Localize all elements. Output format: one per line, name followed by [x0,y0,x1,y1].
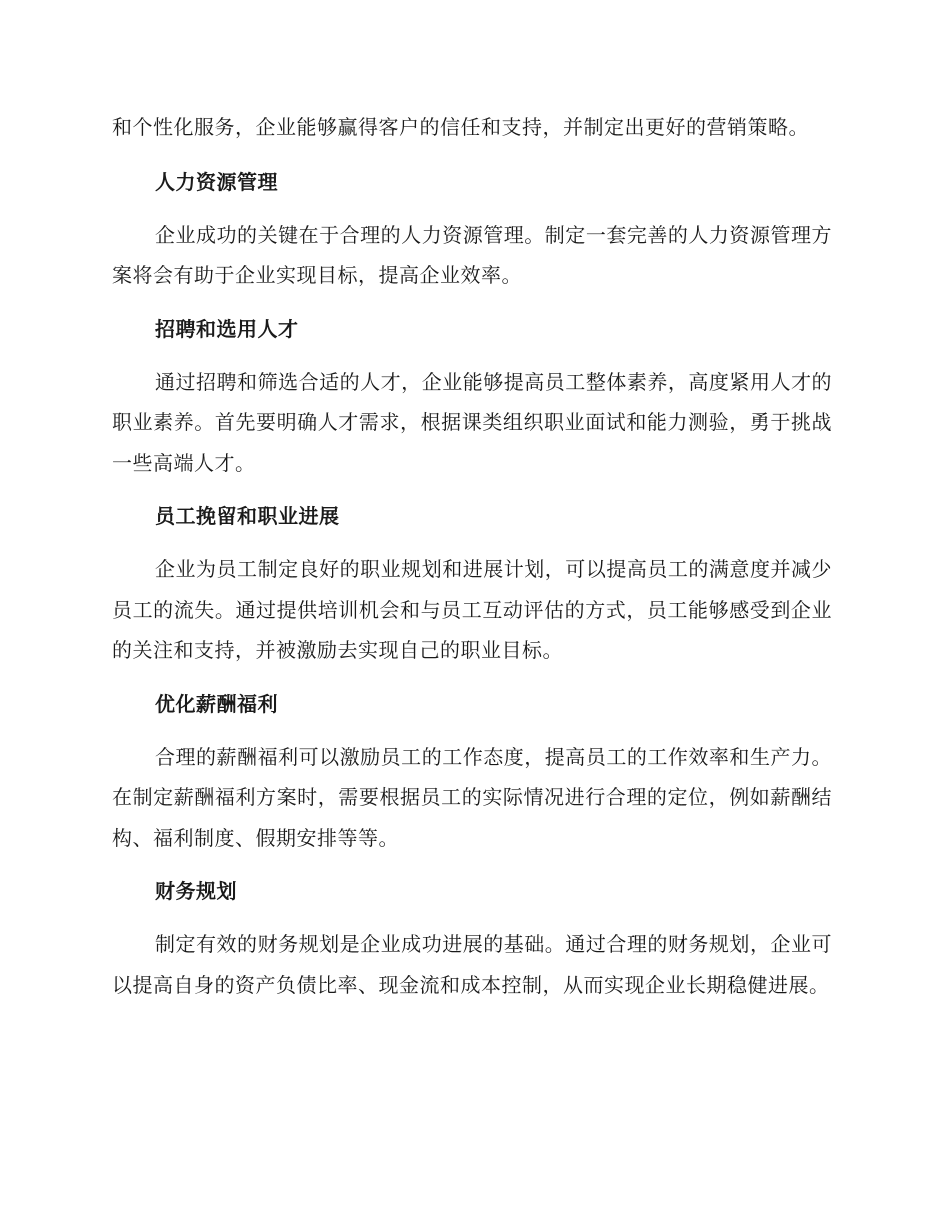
section-paragraph: 通过招聘和筛选合适的人才，企业能够提高员工整体素养，高度紧用人才的职业素养。首先要明确人才需求，根据课类组织职业面试和能力测验，勇于挑战一些高端人才。 [112,369,832,475]
section-paragraph: 企业成功的关键在于合理的人力资源管理。制定一套完善的人力资源管理方案将会有助于企业实现目标，提高企业效率。 [112,222,832,287]
section-recruitment [112,309,832,484]
intro-paragraph: 和个性化服务，企业能够赢得客户的信任和支持，并制定出更好的营销策略。 [112,115,809,139]
document-page [112,107,832,1005]
section-compensation [112,684,832,859]
section-retention [112,496,832,671]
section-heading: 人力资源管理 [155,169,278,194]
section-heading: 优化薪酬福利 [155,691,278,716]
section-hr-management [112,162,832,296]
section-heading: 招聘和选用人才 [155,316,299,341]
section-financial-planning [112,871,832,1005]
section-paragraph: 制定有效的财务规划是企业成功进展的基础。通过合理的财务规划，企业可以提高自身的资产负债比率、现金流和成本控制，从而实现企业长期稳健进展。 [112,932,832,997]
section-heading: 员工挽留和职业进展 [155,504,340,528]
section-paragraph: 企业为员工制定良好的职业规划和进展计划，可以提高员工的满意度并减少员工的流失。通过提供培训机会和与员工互动评估的方式，员工能够感受到企业的关注和支持，并被激励去实现自己的职业目标。 [112,557,832,662]
section-paragraph: 合理的薪酬福利可以激励员工的工作态度，提高员工的工作效率和生产力。在制定薪酬福利方案时，需要根据员工的实际情况进行合理的定位，例如薪酬结构、福利制度、假期安排等等。 [112,744,832,850]
section-heading: 财务规划 [155,879,237,903]
